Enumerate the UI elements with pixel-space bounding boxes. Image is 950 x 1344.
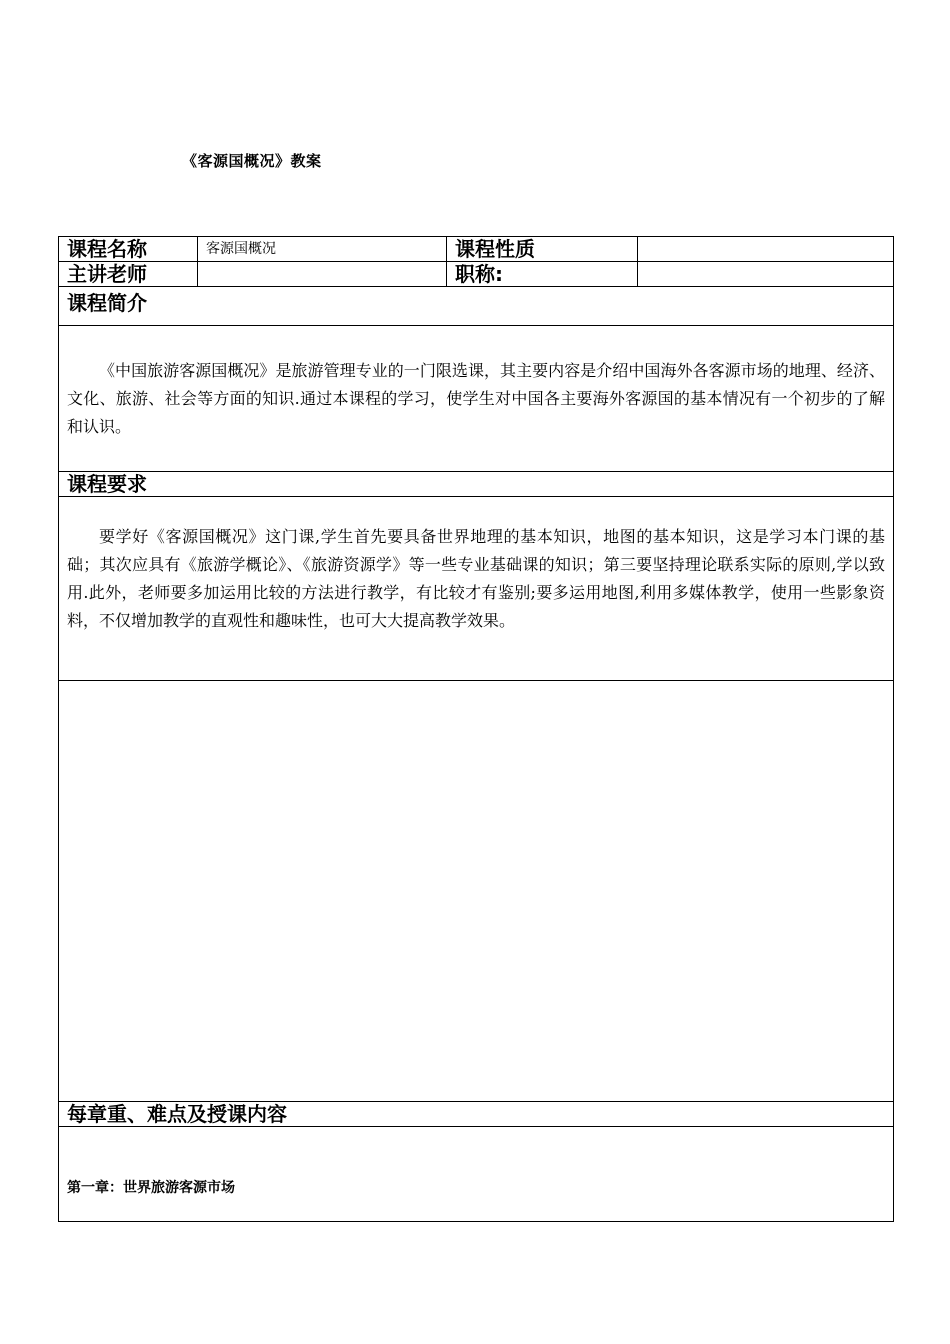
course-name-value: 客源国概况 [198, 237, 447, 262]
intro-heading-row [59, 287, 894, 326]
blank-row [59, 681, 894, 1102]
requirements-cell [59, 497, 894, 681]
course-nature-value [638, 237, 894, 262]
chapter-one-title: 第一章：世界旅游客源市场 [67, 1180, 235, 1196]
teacher-value [198, 262, 447, 287]
course-name-label: 课程名称 [59, 237, 198, 262]
chapters-heading: 每章重、难点及授课内容 [59, 1102, 894, 1127]
intro-text: 《中国旅游客源国概况》是旅游管理专业的一门限选课，其主要内容是介绍中国海外各客源市场的地理、经济、文化、旅游、社会等方面的知识.通过本课程的学习，使学生对中国各主要海外客源国的基本情况有一个初步的了解和认识。 [67, 361, 885, 436]
intro-body-row [59, 326, 894, 472]
chapters-heading-row [59, 1102, 894, 1127]
document-title: 《客源国概况》教案 [182, 152, 322, 170]
course-form-table [58, 236, 894, 1222]
intro-heading: 课程简介 [59, 287, 894, 326]
course-name-row [59, 237, 894, 262]
requirements-heading: 课程要求 [59, 472, 894, 497]
chapters-cell [59, 1127, 894, 1222]
rank-value [638, 262, 894, 287]
blank-cell [59, 681, 894, 1102]
teacher-row [59, 262, 894, 287]
rank-label: 职称: [447, 262, 638, 287]
requirements-body-row [59, 497, 894, 681]
teacher-label: 主讲老师 [59, 262, 198, 287]
requirements-text: 要学好《客源国概况》这门课,学生首先要具备世界地理的基本知识，地图的基本知识，这是学习本门课的基础；其次应具有《旅游学概论》、《旅游资源学》等一些专业基础课的知识；第三要坚持理论联系实际的原则,学以致用.此外，老师要多加运用比较的方法进行教学，有比较才有鉴别;要多运用地图,利用多媒体教学，使用一些影象资料，不仅增加教学的直观性和趣味性，也可大大提高教学效果。 [67, 527, 885, 630]
requirements-heading-row [59, 472, 894, 497]
course-nature-label: 课程性质 [447, 237, 638, 262]
chapters-body-row [59, 1127, 894, 1222]
intro-cell [59, 326, 894, 472]
